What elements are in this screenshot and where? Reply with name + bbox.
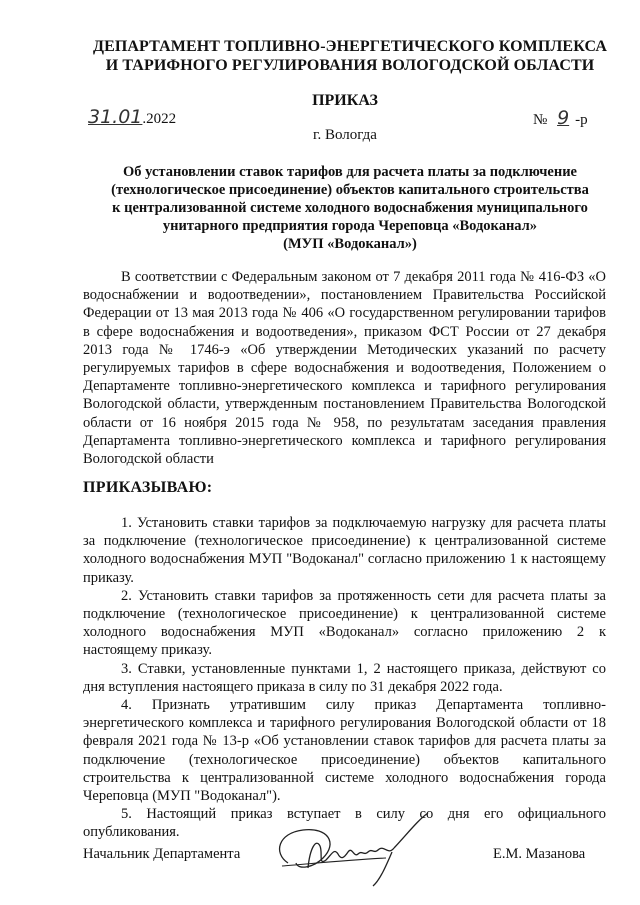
order-item-3: 3. Ставки, установленные пунктами 1, 2 настоящего приказа, действуют со дня вступления настоящего приказа в силу по 31 декабря 2022 года. — [83, 660, 606, 695]
subject-line-4: унитарного предприятия города Череповца «Водоканал» — [162, 218, 538, 234]
number-suffix: -р — [575, 112, 588, 128]
order-number — [533, 107, 588, 129]
order-items — [83, 514, 606, 842]
order-subject — [95, 163, 605, 253]
city: г. Вологда — [313, 127, 377, 143]
order-item-1: 1. Установить ставки тарифов за подключаемую нагрузку для расчета платы за подключение (технологическое присоединение) к централизованной системе холодного водоснабжения МУП "Водоканал" согласно приложению 1 к настоящему приказу. — [83, 515, 606, 586]
department-heading — [60, 37, 640, 75]
subject-line-2: (технологическое присоединение) объектов капитального строительства — [111, 182, 589, 198]
order-date — [88, 106, 176, 128]
department-line-1: ДЕПАРТАМЕНТ ТОПЛИВНО-ЭНЕРГЕТИЧЕСКОГО КОМПЛЕКСА — [92, 38, 608, 55]
date-year: .2022 — [142, 111, 177, 127]
order-item-4: 4. Признать утратившим силу приказ Департамента топливно-энергетического комплекса и тарифного регулирования Вологодской области от 18 февраля 2021 года № 13-р «Об установлении ставок тарифов для расчета платы за подключение (технологическое присоединение) объектов капитального строительства к централизованной системе холодного водоснабжения города Череповца (МУП "Водоканал"). — [83, 697, 606, 805]
signer-position: Начальник Департамента — [83, 846, 241, 862]
order-item-5: 5. Настоящий приказ вступает в силу со дня его официального опубликования. — [83, 806, 606, 841]
handwritten-number: 9 — [557, 107, 570, 129]
signer-name: Е.М. Мазанова — [493, 846, 586, 862]
subject-line-1: Об установлении ставок тарифов для расчета платы за подключение — [123, 164, 577, 180]
department-line-2: И ТАРИФНОГО РЕГУЛИРОВАНИЯ ВОЛОГОДСКОЙ ОБЛАСТИ — [105, 57, 595, 74]
preamble-paragraph: В соответствии с Федеральным законом от 7 декабря 2011 года № 416-ФЗ «О водоснабжении и водоотведении», постановлением Правительства Российской Федерации от 13 мая 2013 года № 406 «О государственном регулировании тарифов в сфере водоснабжения и водоотведения», приказом ФСТ России от 27 декабря 2013 года № 1746-э «Об утверждении Методических указаний по расчету регулируемых тарифов в сфере водоснабжения и водоотведения, Положением о Департаменте топливно-энергетического комплекса и тарифного регулирования Вологодской области, утвержденным постановлением Правительства Вологодской области от 16 ноября 2015 года № 958, по результатам заседания правления Департамента топливно-энергетического комплекса и тарифного регулирования Вологодской области — [83, 269, 606, 468]
handwritten-date: 31.01 — [88, 106, 143, 128]
order-item-2: 2. Установить ставки тарифов за протяженность сети для расчета платы за подключение (технологическое присоединение) к централизованной системе холодного водоснабжения МУП «Водоканал» согласно приложению 2 к настоящему приказу. — [83, 587, 606, 659]
order-word: ПРИКАЗЫВАЮ: — [83, 479, 213, 496]
document-type: ПРИКАЗ — [312, 92, 378, 109]
subject-line-5: (МУП «Водоканал») — [283, 236, 417, 252]
subject-line-3: к централизованной системе холодного водоснабжения муниципального — [112, 200, 588, 216]
number-sign: № — [533, 112, 548, 128]
handwritten-signature — [268, 808, 438, 888]
